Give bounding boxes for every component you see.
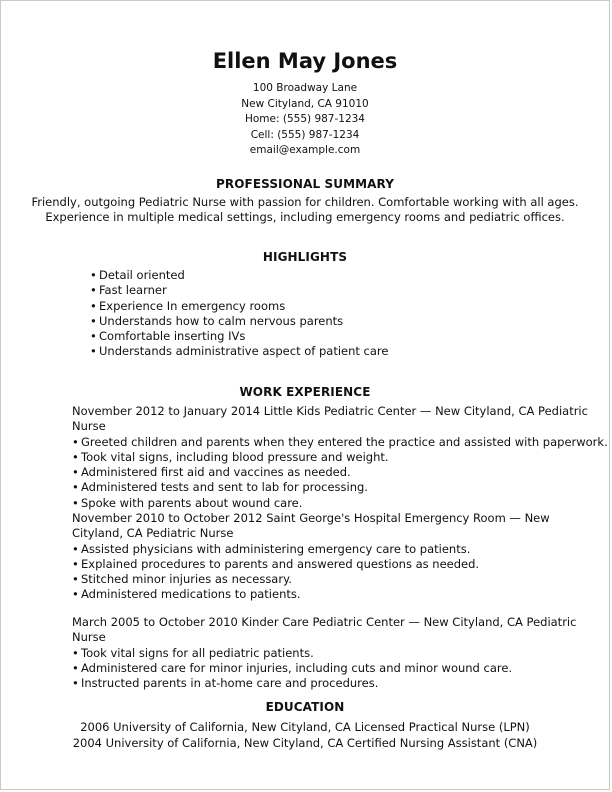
summary-title: PROFESSIONAL SUMMARY — [215, 177, 395, 191]
list-item: • Experience In emergency rooms — [90, 298, 286, 313]
job-heading: November 2010 to October 2012 Saint George's Hospital Emergency Room — New Cityland, CA Pediatric Nurse — [72, 511, 550, 541]
list-item: • Administered medications to patients. — [72, 587, 301, 602]
bullet-icon: • — [90, 313, 97, 328]
education-title: EDUCATION — [265, 700, 345, 714]
list-item: • Spoke with parents about wound care. — [72, 495, 303, 510]
list-item: • Explained procedures to parents and answered questions as needed. — [72, 556, 480, 571]
bullet-icon: • — [72, 449, 79, 464]
job-heading: November 2012 to January 2014 Little Kids Pediatric Center — New Cityland, CA Pediatric Nurse — [72, 404, 588, 434]
bullet-icon: • — [72, 465, 79, 480]
bullet-icon: • — [72, 645, 79, 660]
list-item: • Took vital signs for all pediatric patients. — [72, 645, 314, 660]
home-phone: Home: (555) 987-1234 — [244, 113, 365, 125]
job-duties — [72, 434, 608, 511]
summary-text — [1, 195, 609, 225]
job-heading: March 2005 to October 2010 Kinder Care Pediatric Center — New Cityland, CA Pediatric Nurse — [72, 615, 577, 645]
bullet-icon: • — [72, 587, 79, 602]
candidate-name: Ellen May Jones — [212, 49, 398, 73]
bullet-icon: • — [90, 283, 97, 298]
highlights-list — [90, 268, 388, 360]
list-item: • Detail oriented — [90, 268, 185, 282]
list-item: • Administered first aid and vaccines as needed. — [72, 465, 351, 480]
list-item: • Greeted children and parents when they entered the practice and assisted with paperwork. — [72, 434, 608, 449]
list-item: • Administered care for minor injuries, including cuts and minor wound care. — [72, 660, 513, 675]
job-duties — [72, 646, 602, 692]
list-item: • Stitched minor injuries as necessary. — [72, 572, 292, 587]
education-entry: 2006 University of California, New Cityland, CA Licensed Practical Nurse (LPN) — [80, 720, 530, 734]
bullet-icon: • — [72, 480, 79, 495]
list-item: • Assisted physicians with administering emergency care to patients. — [72, 541, 471, 556]
experience-title: WORK EXPERIENCE — [239, 385, 371, 399]
bullet-icon: • — [72, 572, 79, 587]
bullet-icon: • — [72, 556, 79, 571]
highlights-title: HIGHLIGHTS — [262, 250, 348, 264]
list-item: • Understands how to calm nervous parents — [90, 313, 344, 328]
summary-line: Friendly, outgoing Pediatric Nurse with passion for children. Comfortable working with all ages. — [31, 195, 579, 209]
job-entry — [72, 511, 602, 603]
job-entry — [72, 404, 608, 511]
bullet-icon: • — [90, 344, 97, 359]
bullet-icon: • — [72, 676, 79, 691]
job-duties — [72, 542, 602, 603]
email: email@example.com — [249, 144, 361, 156]
list-item: • Administered tests and sent to lab for processing. — [72, 480, 368, 495]
job-entry — [72, 615, 602, 691]
list-item: • Comfortable inserting IVs — [90, 329, 246, 344]
bullet-icon: • — [72, 541, 79, 556]
address-line-2: New Cityland, CA 91010 — [241, 97, 369, 110]
list-item: • Fast learner — [90, 283, 167, 298]
address-line-1: 100 Broadway Lane — [252, 82, 358, 94]
cell-phone: Cell: (555) 987-1234 — [250, 128, 360, 141]
list-item: • Took vital signs, including blood pressure and weight. — [72, 449, 389, 464]
contact-block — [1, 81, 609, 159]
education-list — [1, 719, 609, 751]
bullet-icon: • — [72, 495, 79, 510]
education-entry: 2004 University of California, New Cityland, CA Certified Nursing Assistant (CNA) — [72, 736, 538, 750]
list-item: • Instructed parents in at-home care and procedures. — [72, 676, 379, 691]
bullet-icon: • — [90, 298, 97, 313]
bullet-icon: • — [72, 660, 79, 675]
bullet-icon: • — [90, 329, 97, 344]
summary-line: Experience in multiple medical settings, including emergency rooms and pediatric offices. — [45, 210, 565, 224]
bullet-icon: • — [72, 434, 79, 449]
bullet-icon: • — [90, 268, 97, 282]
list-item: • Understands administrative aspect of patient care — [90, 344, 389, 359]
